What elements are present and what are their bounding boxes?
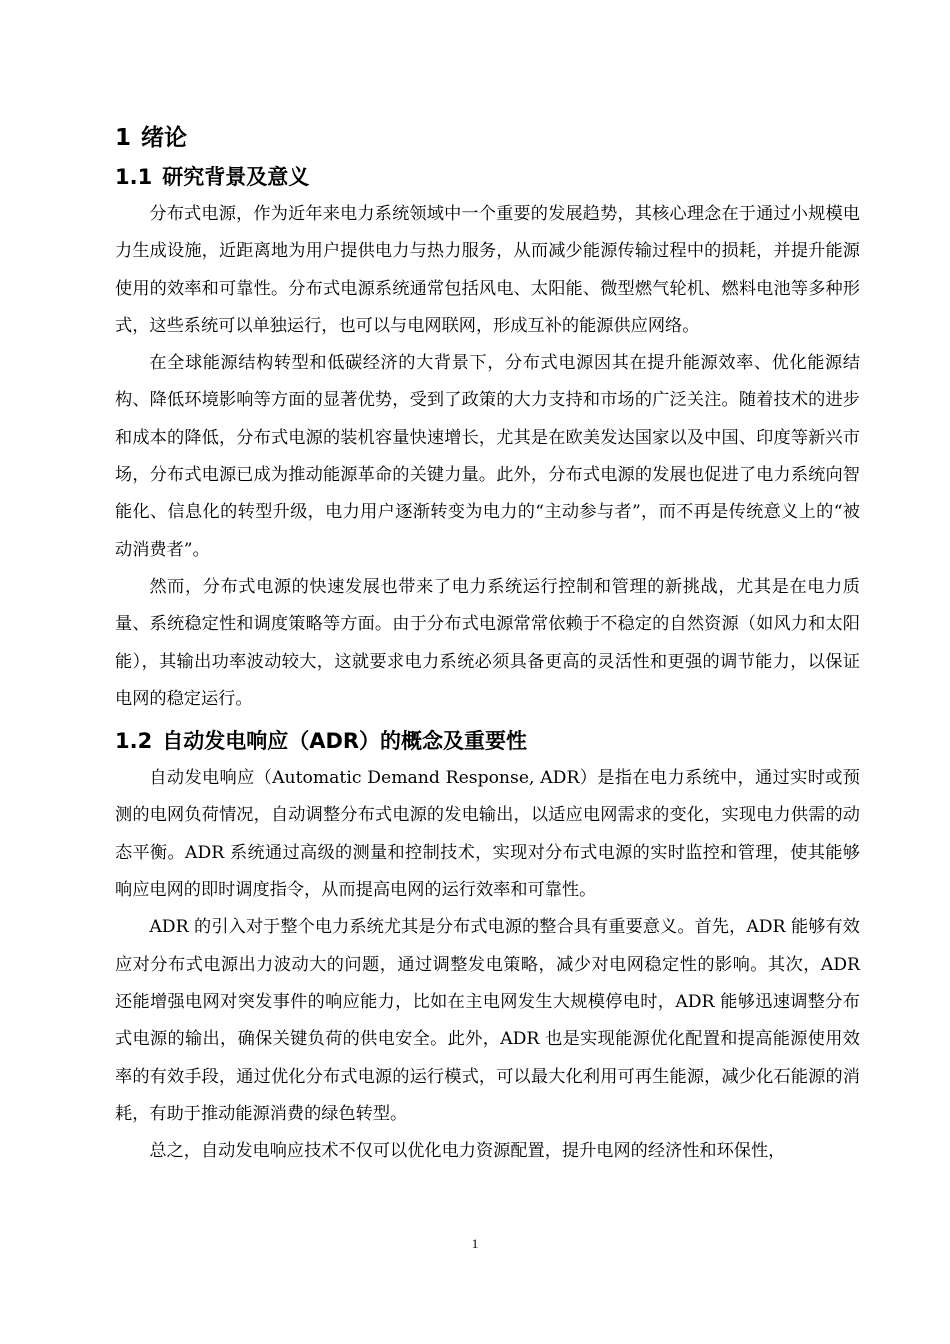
page-number: 1 [471,1236,479,1251]
section-heading-1-1 [115,160,860,196]
paragraph: 然而，分布式电源的快速发展也带来了电力系统运行控制和管理的新挑战，尤其是在电力质量、系统稳定性和调度策略等方面。由于分布式电源常常依赖于不稳定的自然资源（如风力和太阳能），其输出功率波动较大，这就要求电力系统必须具备更高的灵活性和更强的调节能力，以保证电网的稳定运行。 [115,576,860,709]
section-number: 1.1 [115,165,153,189]
paragraph: 分布式电源，作为近年来电力系统领域中一个重要的发展趋势，其核心理念在于通过小规模电力生成设施，近距离地为用户提供电力与热力服务，从而减少能源传输过程中的损耗，并提升能源使用的效率和可靠性。分布式电源系统通常包括风电、太阳能、微型燃气轮机、燃料电池等多种形式，这些系统可以单独运行，也可以与电网联网，形成互补的能源供应网络。 [115,204,860,336]
chapter-heading [115,120,860,160]
section-title: 自动发电响应（ADR）的概念及重要性 [162,729,528,754]
document-page [115,120,860,1170]
section-number: 1.2 [115,729,153,754]
section-title: 研究背景及意义 [162,165,310,189]
chapter-number: 1 [115,125,132,151]
paragraph: 在全球能源结构转型和低碳经济的大背景下，分布式电源因其在提升能源效率、优化能源结构、降低环境影响等方面的显著优势，受到了政策的大力支持和市场的广泛关注。随着技术的进步和成本的降低，分布式电源的装机容量快速增长，尤其是在欧美发达国家以及中国、印度等新兴市场，分布式电源已成为推动能源革命的关键力量。此外，分布式电源的发展也促进了电力系统向智能化、信息化的转型升级，电力用户逐渐转变为电力的“主动参与者”，而不再是传统意义上的“被动消费者”。 [115,353,860,560]
paragraph: 总之，自动发电响应技术不仅可以优化电力资源配置，提升电网的经济性和环保性， [149,1141,786,1162]
chapter-title: 绪论 [141,125,188,151]
paragraph: ADR 的引入对于整个电力系统尤其是分布式电源的整合具有重要意义。首先，ADR 能够有效应对分布式电源出力波动大的问题，通过调整发电策略，减少对电网稳定性的影响。其次，ADR 还能增强电网对突发事件的响应能力，比如在主电网发生大规模停电时，ADR 能够迅速调整分布式电源的输出，确保关键负荷的供电安全。此外，ADR 也是实现能源优化配置和提高能源使用效率的有效手段，通过优化分布式电源的运行模式，可以最大化利用可再生能源，减少化石能源的消耗，有助于推动能源消费的绿色转型。 [115,917,860,1124]
section-heading-1-2 [115,724,860,760]
paragraph: 自动发电响应（Automatic Demand Response, ADR）是指在电力系统中，通过实时或预测的电网负荷情况，自动调整分布式电源的发电输出，以适应电网需求的变化，实现电力供需的动态平衡。ADR 系统通过高级的测量和控制技术，实现对分布式电源的实时监控和管理，使其能够响应电网的即时调度指令，从而提高电网的运行效率和可靠性。 [115,768,860,901]
